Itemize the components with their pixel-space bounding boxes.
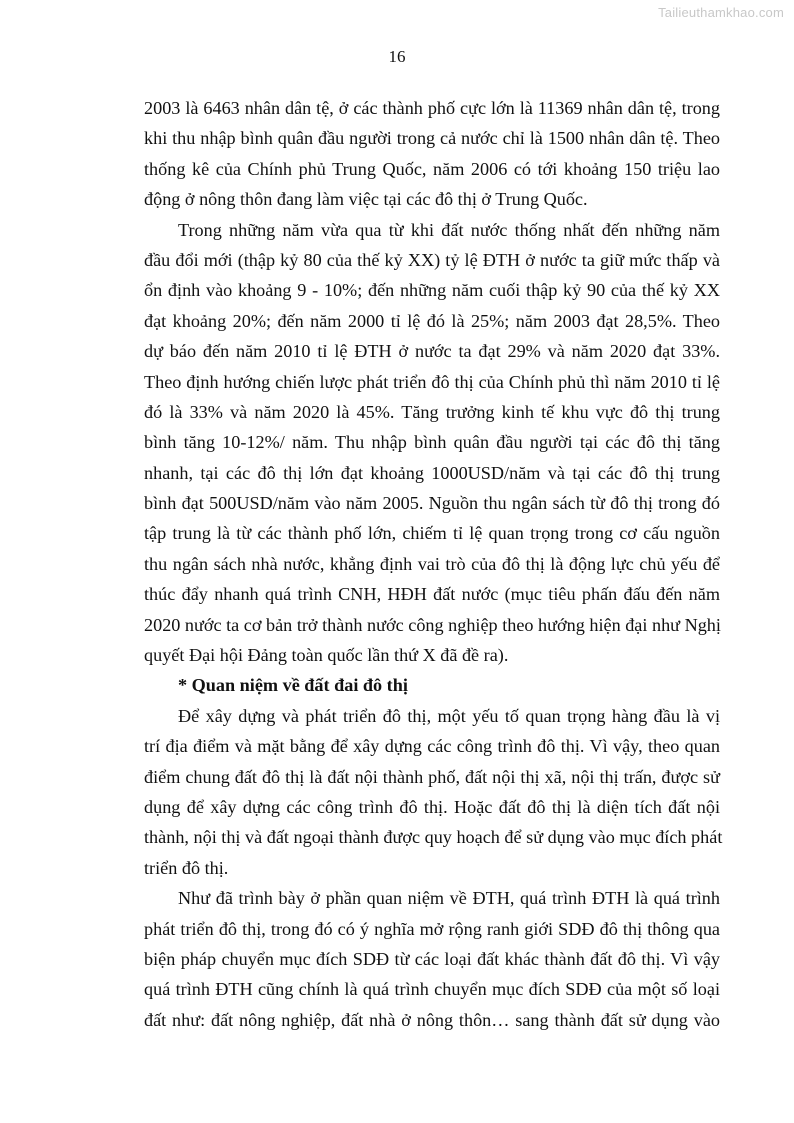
text-line: triển đô thị. [144,857,229,878]
text-line: đầu đổi mới (thập kỷ 80 của thế kỷ XX) tỷ lệ ĐTH ở nước ta giữ mức thấp và [144,249,720,270]
text-line: tập trung là từ các thành phố lớn, chiếm tỉ lệ quan trọng trong cơ cấu nguồn [144,523,720,544]
text-line: bình đạt 500USD/năm vào năm 2005. Nguồn thu ngân sách từ đô thị trong đó [144,493,720,514]
watermark: Tailieuthamkhao.com [658,5,784,20]
text-line: 2003 là 6463 nhân dân tệ, ở các thành phố cực lớn là 11369 nhân dân tệ, trong [144,98,720,118]
text-line: dự báo đến năm 2010 tỉ lệ ĐTH ở nước ta đạt 29% và năm 2020 đạt 33%. [144,341,720,362]
text-line: Trong những năm vừa qua từ khi đất nước thống nhất đến những năm [178,219,720,240]
text-line: khi thu nhập bình quân đầu người trong cả nước chỉ là 1500 nhân dân tệ. Theo [144,128,720,149]
page-number: 16 [388,47,406,66]
text-line: thống kê của Chính phủ Trung Quốc, năm 2006 có tới khoảng 150 triệu lao [144,158,720,179]
text-line: Để xây dựng và phát triển đô thị, một yếu tố quan trọng hàng đầu là vị [178,705,720,726]
section-heading: * Quan niệm về đất đai đô thị [178,675,408,696]
text-line: quyết Đại hội Đảng toàn quốc lần thứ X đã đề ra). [144,645,509,666]
text-line: dụng để xây dựng các công trình đô thị. Hoặc đất đô thị là diện tích đất nội [144,796,720,817]
paragraph [144,883,720,1035]
text-line: Như đã trình bày ở phần quan niệm về ĐTH, quá trình ĐTH là quá trình [178,888,720,909]
paragraph [144,701,723,883]
text-line: trí địa điểm và mặt bằng để xây dựng các công trình đô thị. Vì vậy, theo quan [144,736,720,757]
text-line: nhanh, tại các đô thị lớn đạt khoảng 1000USD/năm và tại các đô thị trung [144,462,720,483]
document-body [144,93,723,1035]
text-line: thúc đẩy nhanh quá trình CNH, HĐH đất nước (mục tiêu phấn đấu đến năm [144,584,720,605]
paragraph [144,93,720,215]
text-line: đạt khoảng 20%; đến năm 2000 tỉ lệ đó là 25%; năm 2003 đạt 28,5%. Theo [144,310,720,331]
text-line: quá trình ĐTH cũng chính là quá trình chuyển mục đích SDĐ của một số loại [144,979,720,1000]
text-line: thành, nội thị và đất ngoại thành được quy hoạch để sử dụng vào mục đích phát [144,827,723,848]
paragraph [144,215,720,671]
text-line: thu ngân sách nhà nước, khẳng định vai trò của đô thị là động lực chủ yếu để [144,553,720,574]
text-line: đất như: đất nông nghiệp, đất nhà ở nông thôn… sang thành đất sử dụng vào [144,1009,720,1030]
text-line: đó là 33% và năm 2020 là 45%. Tăng trưởng kinh tế khu vực đô thị trung [144,401,720,422]
text-line: Theo định hướng chiến lược phát triển đô thị của Chính phủ thì năm 2010 tỉ lệ [144,371,720,392]
text-line: điểm chung đất đô thị là đất nội thành phố, đất nội thị xã, nội thị trấn, được sử [144,766,720,787]
text-line: biện pháp chuyển mục đích SDĐ từ các loại đất khác thành đất đô thị. Vì vậy [144,948,720,969]
text-line: phát triển đô thị, trong đó có ý nghĩa mở rộng ranh giới SDĐ đô thị thông qua [144,918,720,939]
text-line: 2020 nước ta cơ bản trở thành nước công nghiệp theo hướng hiện đại như Nghị [144,614,721,635]
text-line: bình tăng 10-12%/ năm. Thu nhập bình quân đầu người tại các đô thị tăng [144,432,720,453]
text-line: ổn định vào khoảng 9 - 10%; đến những năm cuối thập kỷ 90 của thế kỷ XX [144,280,720,301]
text-line: động ở nông thôn đang làm việc tại các đô thị ở Trung Quốc. [144,189,588,210]
